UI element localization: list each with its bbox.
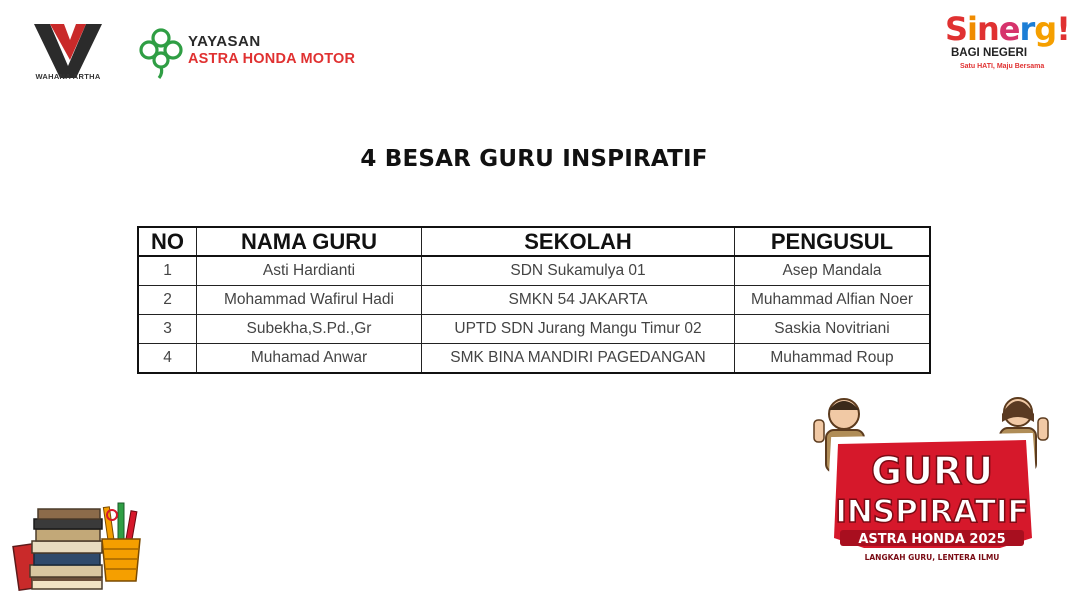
header-sekolah: SEKOLAH [422,227,735,256]
wahana-artha-label: WAHANA ARTHA [35,72,101,81]
badge-line2: INSPIRATIF [835,494,1029,530]
guru-inspiratif-badge [806,392,1058,572]
badge-line1: GURU [870,449,994,493]
badge-line3: ASTRA HONDA 2025 [858,532,1006,547]
cell-sekolah: SDN Sukamulya 01 [422,256,735,286]
cell-sekolah: UPTD SDN Jurang Mangu Timur 02 [422,315,735,344]
cell-sekolah: SMK BINA MANDIRI PAGEDANGAN [422,344,735,374]
badge-line4: LANGKAH GURU, LENTERA ILMU [864,553,1000,562]
yayasan-label: YAYASAN [188,33,261,50]
table-row [138,256,930,286]
table-row [138,315,930,344]
cell-pengusul: Saskia Novitriani [735,315,931,344]
sinergi-tagline: Satu HATI, Maju Bersama [960,63,1045,70]
cell-nama-guru: Mohammad Wafirul Hadi [197,286,422,315]
sinergi-subtitle: BAGI NEGERI [951,47,1028,59]
astra-honda-motor-label: ASTRA HONDA MOTOR [188,51,356,67]
cell-pengusul: Asep Mandala [735,256,931,286]
sinergi-logo-word: Sinerg! [945,10,1070,48]
cell-nama-guru: Subekha,S.Pd.,Gr [197,315,422,344]
cell-no: 1 [138,256,197,286]
table-row [138,286,930,315]
books-and-pencil-cup-icon [14,497,148,592]
cell-no: 4 [138,344,197,374]
page-title: 4 BESAR GURU INSPIRATIF [360,146,708,172]
header-pengusul: PENGUSUL [735,227,931,256]
cell-nama-guru: Muhamad Anwar [197,344,422,374]
clover-icon [137,27,185,79]
table-row [138,344,930,374]
header-no: NO [138,227,197,256]
cell-nama-guru: Asti Hardianti [197,256,422,286]
cell-pengusul: Muhammad Alfian Noer [735,286,931,315]
cell-pengusul: Muhammad Roup [735,344,931,374]
cell-no: 3 [138,315,197,344]
cell-no: 2 [138,286,197,315]
table-header-row [138,227,930,256]
teachers-table [137,226,931,374]
cell-sekolah: SMKN 54 JAKARTA [422,286,735,315]
header-nama-guru: NAMA GURU [197,227,422,256]
